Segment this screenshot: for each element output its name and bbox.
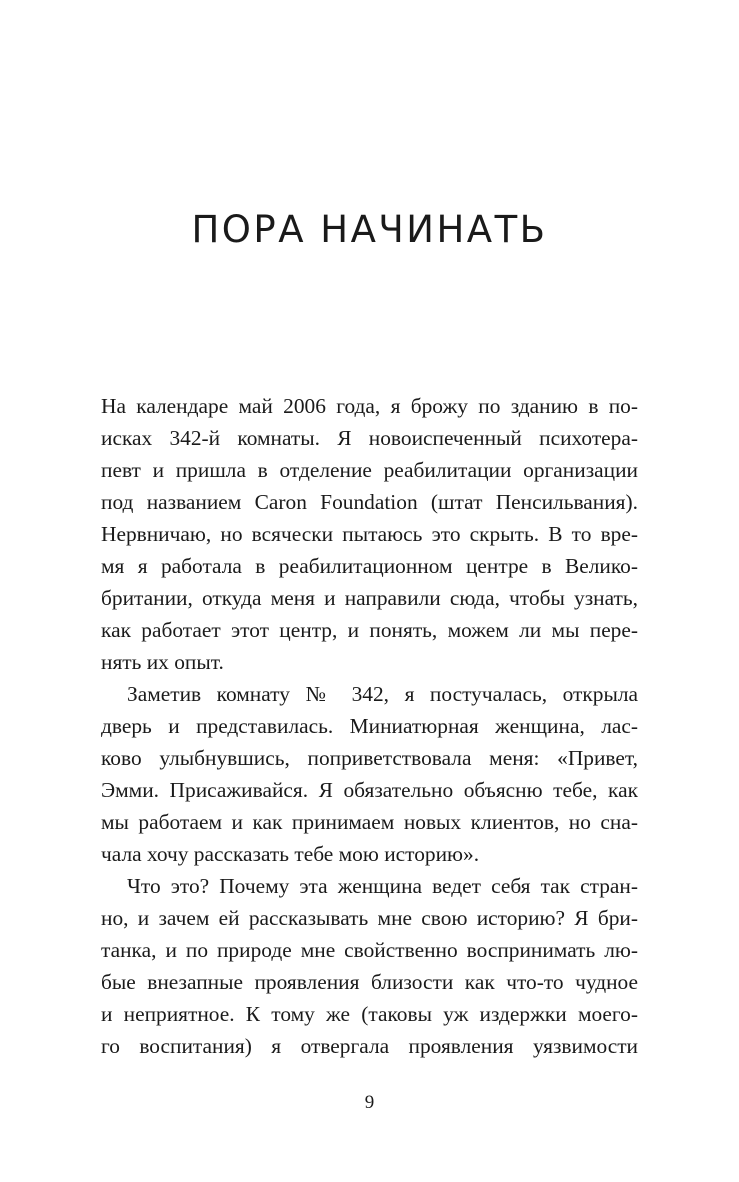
body-text bbox=[101, 390, 638, 1062]
text-line: под названием Caron Foundation (штат Пенсильвания). bbox=[101, 490, 638, 514]
text-line: го воспитания) я отвергала проявления уязвимости bbox=[101, 1034, 638, 1058]
text-line: чала хочу рассказать тебе мою историю». bbox=[101, 842, 480, 866]
paragraph-3 bbox=[101, 870, 638, 1062]
text-line: и неприятное. К тому же (таковы уж издержки моего- bbox=[101, 1002, 638, 1026]
text-line: Заметив комнату № 342, я постучалась, открыла bbox=[127, 682, 638, 706]
text-line: Нервничаю, но всячески пытаюсь это скрыть. В то вре- bbox=[101, 522, 638, 546]
text-line: бые внезапные проявления близости как что-то чудное bbox=[101, 970, 638, 994]
text-line: Что это? Почему эта женщина ведет себя так стран- bbox=[127, 874, 638, 898]
chapter-title: ПОРА НАЧИНАТЬ bbox=[191, 208, 548, 251]
text-line: нять их опыт. bbox=[101, 650, 224, 674]
text-line: британии, откуда меня и направили сюда, чтобы узнать, bbox=[101, 586, 638, 610]
text-line: танка, и по природе мне свойственно воспринимать лю- bbox=[101, 938, 638, 962]
page-number: 9 bbox=[364, 1092, 375, 1113]
text-line: исках 342-й комнаты. Я новоиспеченный психотера- bbox=[101, 426, 638, 450]
text-line: певт и пришла в отделение реабилитации организации bbox=[101, 458, 638, 482]
text-line: На календаре май 2006 года, я брожу по зданию в по- bbox=[101, 394, 638, 418]
text-line: мя я работала в реабилитационном центре в Велико- bbox=[101, 554, 638, 578]
text-line: дверь и представилась. Миниатюрная женщина, лас- bbox=[101, 714, 638, 738]
text-line: как работает этот центр, и понять, можем ли мы пере- bbox=[101, 618, 638, 642]
text-line: ково улыбнувшись, поприветствовала меня: «Привет, bbox=[101, 746, 638, 770]
paragraph-1 bbox=[101, 390, 638, 678]
text-line: но, и зачем ей рассказывать мне свою историю? Я бри- bbox=[101, 906, 638, 930]
paragraph-2 bbox=[101, 678, 638, 870]
text-line: Эмми. Присаживайся. Я обязательно объясню тебе, как bbox=[101, 778, 638, 802]
text-line: мы работаем и как принимаем новых клиентов, но сна- bbox=[101, 810, 638, 834]
